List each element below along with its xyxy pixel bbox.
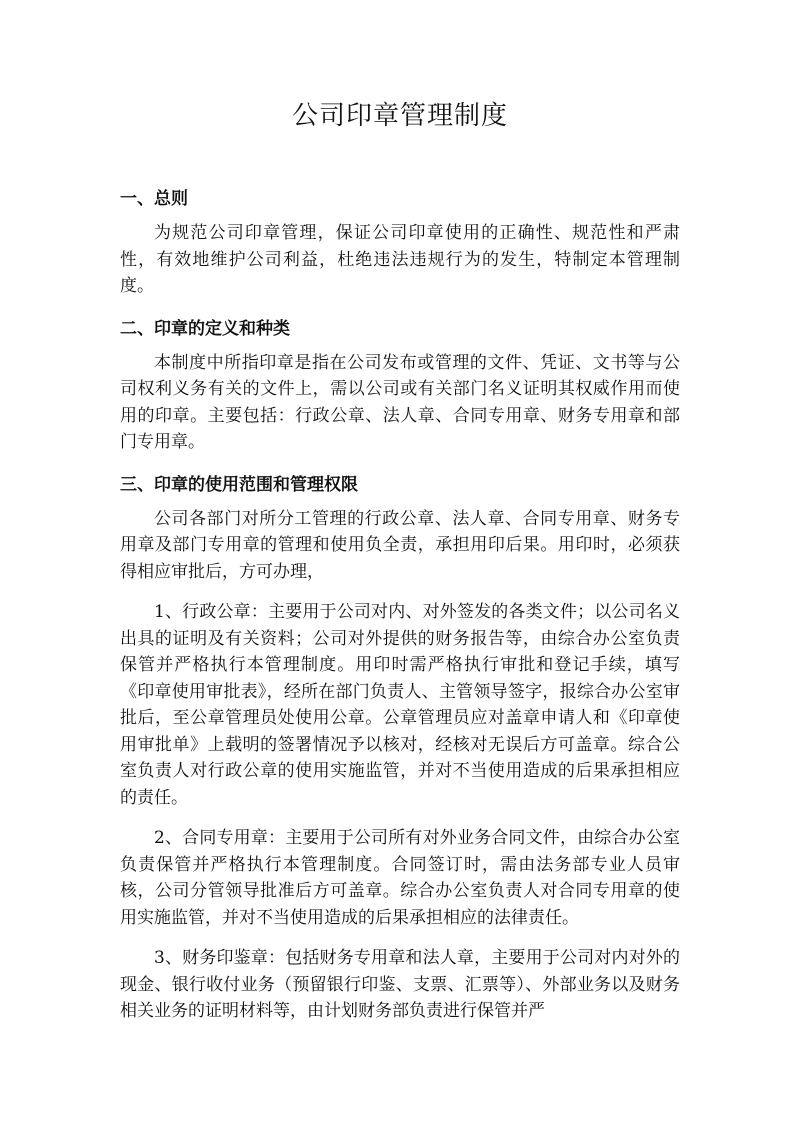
document-title: 公司印章管理制度 — [291, 101, 508, 131]
paragraph-administrative-seal: 1、行政公章：主要用于公司对内、对外签发的各类文件；以公司名义出具的证明及有关资料；公司对外提供的财务报告等，由综合办公室负责保管并严格执行本管理制度。用印时需严格执行审批和登记手续，填写《印章使用审批表》，经所在部门负责人、主管领导签字，报综合办公室审批后，至公章管理员处使用公章。公章管理员应对盖章申请人和《印章使用审批单》上载明的签署情况予以核对，经核对无误后方可盖章。综合公室负责人对行政公章的使用实施监管，并对不当使用造成的后果承担相应的责任。 — [120, 602, 680, 808]
section-heading: 二、印章的定义和种类 — [120, 318, 290, 339]
section-definition — [120, 314, 680, 456]
paragraph-finance-seal: 3、财务印鉴章：包括财务专用章和法人章，主要用于公司对内对外的现金、银行收付业务（预留银行印鉴、支票、汇票等）、外部业务以及财务相关业务的证明材料等，由计划财务部负责进行保管并严 — [120, 948, 680, 1021]
document-page — [120, 96, 680, 1035]
section-usage-scope — [120, 470, 680, 1025]
paragraph-contract-seal: 2、合同专用章：主要用于公司所有对外业务合同文件，由综合办公室负责保管并严格执行本管理制度。合同签订时，需由法务部专业人员审核，公司分管领导批准后方可盖章。综合办公室负责人对合同专用章的使用实施监管，并对不当使用造成的后果承担相应的法律责任。 — [120, 828, 680, 928]
paragraph: 公司各部门对所分工管理的行政公章、法人章、合同专用章、财务专用章及部门专用章的管理和使用负全责，承担用印后果。用印时，必须获得相应审批后，方可办理， — [120, 508, 680, 582]
paragraph: 本制度中所指印章是指在公司发布或管理的文件、凭证、文书等与公司权利义务有关的文件上，需以公司或有关部门名义证明其权威作用而使用的印章。主要包括：行政公章、法人章、合同专用章、财务专用章和部门专用章。 — [120, 352, 680, 452]
section-general — [120, 184, 680, 300]
section-heading: 三、印章的使用范围和管理权限 — [120, 474, 358, 495]
section-heading: 一、总则 — [120, 189, 188, 209]
paragraph: 为规范公司印章管理，保证公司印章使用的正确性、规范性和严肃性，有效地维护公司利益，杜绝违法违规行为的发生，特制定本管理制度。 — [120, 223, 680, 296]
